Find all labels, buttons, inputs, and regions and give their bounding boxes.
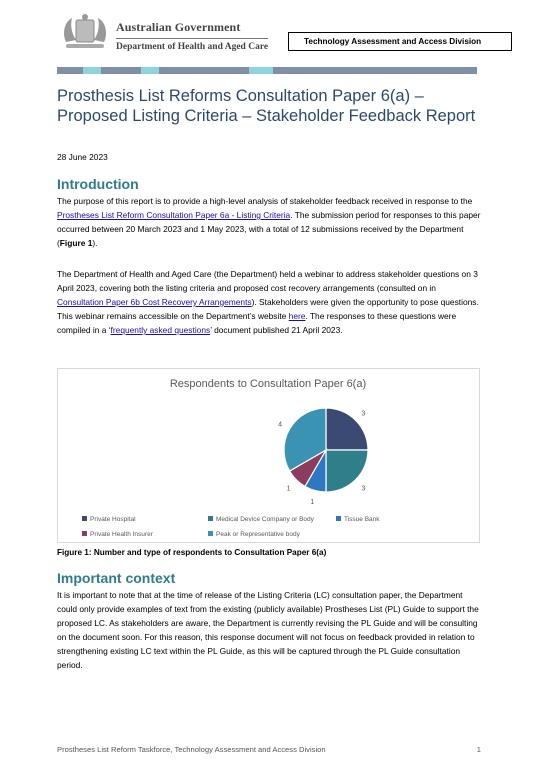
government-crest-icon [58, 12, 112, 52]
document-title: Prosthesis List Reforms Consultation Paper 6(a) – Proposed Listing Criteria – Stakeholder Feedback Report [57, 87, 476, 125]
pie-data-label: 4 [278, 421, 283, 429]
wordmark-divider [116, 38, 268, 39]
color-bar-segment [101, 67, 141, 74]
color-bar-segment [141, 67, 159, 74]
department-name: Department of Health and Aged Care [116, 42, 269, 52]
pie-data-label: 3 [361, 410, 366, 418]
color-bar-segment [273, 67, 477, 74]
document-date: 28 June 2023 [57, 152, 108, 162]
footer-text: Prostheses List Reform Taskforce, Technology Assessment and Access Division [57, 745, 326, 754]
legend-label: Private Health Insurer [90, 531, 153, 538]
legend-swatch [82, 516, 87, 521]
webinar-link[interactable]: here [288, 311, 306, 321]
pie-data-label: 1 [310, 499, 315, 507]
legend-label: Medical Device Company or Body [216, 516, 314, 523]
intro-text: ’ document published 21 April 2023. [210, 325, 343, 335]
introduction-paragraph-1 [57, 194, 483, 250]
legend-entry [208, 531, 301, 538]
legend-entry [336, 516, 380, 523]
color-bar-segment [159, 67, 249, 74]
intro-text: ). Stakeholders were given the opportunity to pose questions. This webinar remains accessible on the Department’s website [57, 297, 479, 321]
faq-link[interactable]: frequently asked questions [110, 325, 211, 335]
introduction-heading: Introduction [57, 176, 139, 192]
pie-chart-canvas [58, 369, 479, 542]
intro-text: The purpose of this report is to provide a high-level analysis of stakeholder feedback received in response to the [57, 196, 473, 206]
legend-entry [208, 516, 315, 523]
legend-entry [82, 516, 136, 523]
decorative-color-bar [57, 67, 477, 74]
legend-label: Tissue Bank [344, 516, 380, 523]
cost-recovery-paper-link[interactable]: Consultation Paper 6b Cost Recovery Arrangements [57, 297, 252, 307]
intro-text: ). [92, 238, 98, 248]
pie-data-label: 1 [286, 485, 291, 493]
legend-entry [82, 531, 154, 538]
respondents-pie-chart [57, 368, 480, 543]
government-name: Australian Government [116, 20, 241, 34]
intro-text: . The responses to these questions were compiled in a ‘ [57, 311, 457, 335]
figure-reference: Figure 1 [59, 238, 93, 248]
division-label: Technology Assessment and Access Division [288, 32, 512, 51]
important-context-paragraph: It is important to note that at the time of release of the Listing Criteria (LC) consultation paper, the Department could only provide examples of text from the existing (publicly available) Prostheses List (PL) Guide to support the proposed LC. As stakeholders are aware, the Department is currently revising the PL Guide and will be consulting on the document soon. For this reason, this response document will not focus on feedback provided in relation to strengthening existing LC text within the PL Guide, as this will be captured through the PL Guide consultation period. [57, 590, 479, 670]
figure-caption: Figure 1: Number and type of respondents to Consultation Paper 6(a) [57, 548, 327, 557]
intro-text: The Department of Health and Aged Care (the Department) held a webinar to address stakeholder questions on 3 April 2023, covering both the listing criteria and proposed cost recovery arrangements (consulted on in [57, 269, 478, 293]
color-bar-segment [249, 67, 273, 74]
legend-swatch [336, 516, 341, 521]
page-footer [57, 745, 481, 754]
page-number: 1 [476, 745, 481, 754]
color-bar-segment [83, 67, 101, 74]
legend-swatch [208, 516, 213, 521]
legend-label: Peak or Representative body [216, 531, 300, 538]
legend-label: Private Hospital [90, 516, 136, 523]
introduction-paragraph-2 [57, 267, 483, 337]
important-context-heading: Important context [57, 570, 176, 586]
legend-swatch [208, 531, 213, 536]
intro-text: . The submission period for responses to this paper occurred between 20 March 2023 and 1 May 2023, with a total of 12 submissions received by the Department ( [57, 210, 481, 248]
listing-criteria-link[interactable]: Prostheses List Reform Consultation Paper 6a - Listing Criteria [57, 210, 291, 220]
legend-swatch [82, 531, 87, 536]
government-wordmark [116, 20, 268, 52]
pie-data-label: 3 [361, 485, 366, 493]
chart-title: Respondents to Consultation Paper 6(a) [169, 378, 367, 390]
color-bar-segment [57, 67, 83, 74]
